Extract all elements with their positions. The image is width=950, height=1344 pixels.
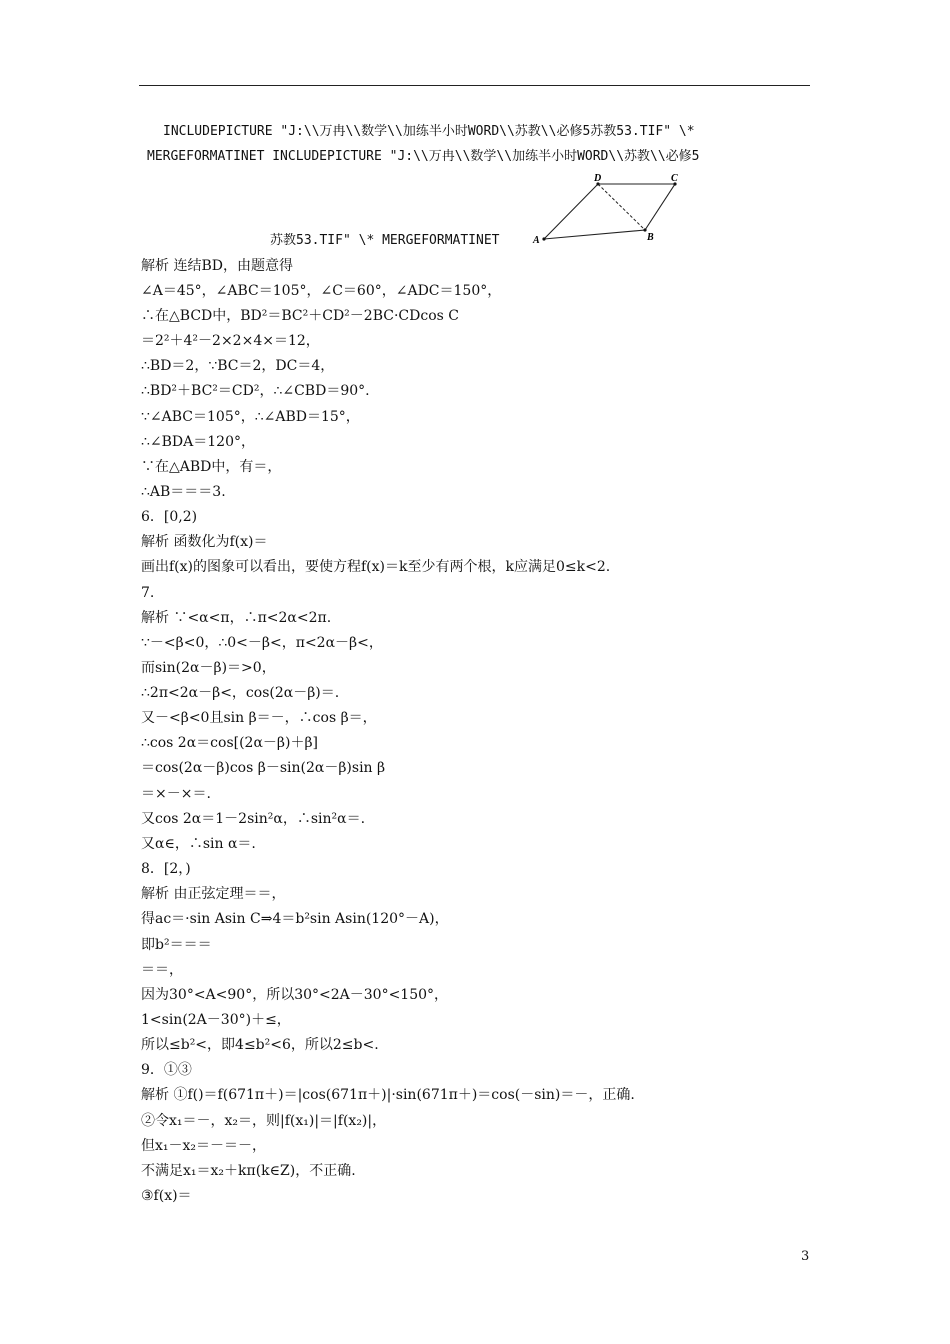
text-line: ∴2π<2α－β<，cos(2α－β)＝. <box>141 685 340 701</box>
diagonal-bd <box>598 184 645 230</box>
text-line: ∴∠BDA＝120°， <box>141 434 255 450</box>
text-line: 8．[2，) <box>141 861 191 877</box>
page-number: 3 <box>801 1249 810 1264</box>
text-line: 6．[0,2) <box>141 509 198 525</box>
header-rule <box>139 85 810 86</box>
label-c: C <box>671 173 678 184</box>
text-line: ③f(x)＝ <box>141 1188 192 1204</box>
text-line: 解析 由正弦定理＝＝， <box>141 886 286 902</box>
text-line: ∵在△ABD中，有＝， <box>141 459 282 475</box>
quadrilateral-outline <box>544 184 675 239</box>
text-line: 不满足x₁＝x₂＋kπ(k∈Z)，不正确. <box>141 1163 356 1179</box>
text-line: ＝×－×＝. <box>141 786 211 802</box>
text-line: 解析 ∵<α<π，∴π<2α<2π. <box>141 610 332 626</box>
include-field-line-3: 苏教53.TIF" \* MERGEFORMATINET <box>270 233 500 248</box>
text-line: 因为30°<A<90°，所以30°<2A－30°<150°， <box>141 987 449 1003</box>
text-line: 但x₁－x₂＝－＝－， <box>141 1138 267 1154</box>
text-line: 所以≤b²<，即4≤b²<6，所以2≤b<. <box>141 1037 379 1053</box>
text-line: ∴BD²＋BC²＝CD²，∴∠CBD＝90°. <box>141 383 370 399</box>
text-line: 9．①③ <box>141 1062 192 1078</box>
include-field-line-2: MERGEFORMATINET INCLUDEPICTURE "J:\\万冉\\数学\\加练半小时WORD\\苏教\\必修5 <box>147 149 700 164</box>
text-line: ＝＝， <box>141 962 183 978</box>
text-line: 而sin(2α－β)＝>0， <box>141 660 276 676</box>
text-line: ∠A＝45°，∠ABC＝105°，∠C＝60°，∠ADC＝150°， <box>141 283 502 299</box>
text-line: ②令x₁＝－，x₂＝，则|f(x₁)|＝|f(x₂)|， <box>141 1113 387 1129</box>
label-a: A <box>533 235 540 246</box>
text-line: 解析 连结BD，由题意得 <box>141 258 293 274</box>
label-d: D <box>594 173 602 184</box>
text-line: 1<sin(2A－30°)＋≤， <box>141 1012 291 1028</box>
text-line: 又cos 2α＝1－2sin²α，∴sin²α＝. <box>141 811 366 827</box>
point-a <box>542 237 545 240</box>
text-line: ∴cos 2α＝cos[(2α－β)＋β] <box>141 735 319 751</box>
text-line: 得ac＝·sin Asin C⇒4＝b²sin Asin(120°－A)， <box>141 911 449 927</box>
text-line: 又α∈，∴sin α＝. <box>141 836 256 852</box>
text-line: ∴BD＝2，∵BC＝2，DC＝4， <box>141 358 335 374</box>
label-b: B <box>647 232 654 243</box>
text-line: ∴AB＝＝＝3. <box>141 484 226 500</box>
text-line: ＝2²＋4²－2×2×4×＝12， <box>141 333 320 349</box>
text-line: ∵∠ABC＝105°，∴∠ABD＝15°， <box>141 409 360 425</box>
text-line: 7. <box>141 585 155 601</box>
text-line: 画出f(x)的图象可以看出，要使方程f(x)＝k至少有两个根，k应满足0≤k<2. <box>141 559 611 575</box>
text-line: 又－<β<0且sin β＝－，∴cos β＝， <box>141 710 377 726</box>
text-line: 即b²＝＝＝ <box>141 937 212 953</box>
text-line: 解析 ①f()＝f(671π＋)＝|cos(671π＋)|·sin(671π＋)＝cos(－sin)＝－，正确. <box>141 1087 635 1103</box>
text-line: ＝cos(2α－β)cos β－sin(2α－β)sin β <box>141 760 386 776</box>
text-line: ∴在△BCD中，BD²＝BC²＋CD²－2BC·CDcos C <box>141 308 459 324</box>
text-line: 解析 函数化为f(x)＝ <box>141 534 268 550</box>
include-field-line-1: INCLUDEPICTURE "J:\\万冉\\数学\\加练半小时WORD\\苏教\\必修5苏教53.TIF" \* <box>163 124 695 139</box>
text-line: ∵－<β<0，∴0<－β<，π<2α－β<， <box>141 635 383 651</box>
parallelogram-figure <box>530 172 690 252</box>
quadrilateral-diagram <box>530 172 690 248</box>
